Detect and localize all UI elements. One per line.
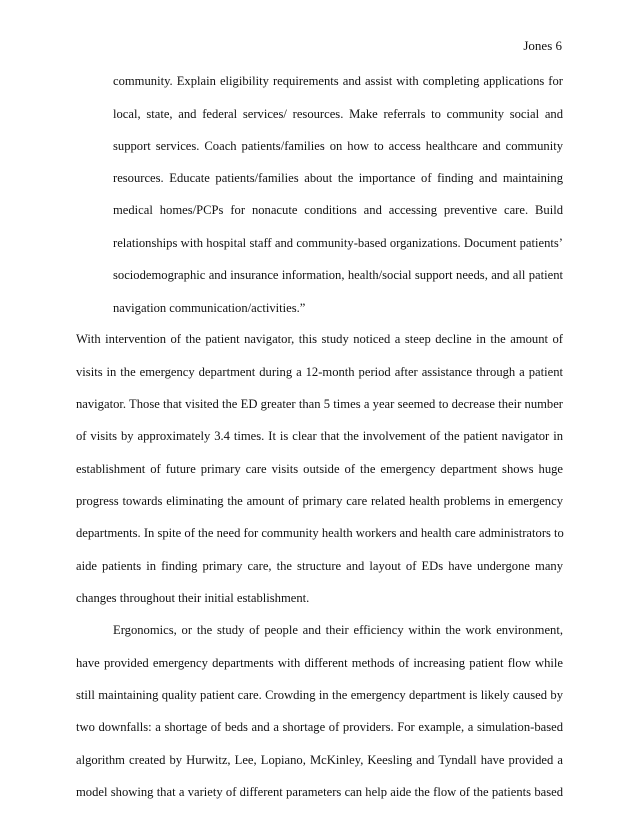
body-line: navigator. Those that visited the ED greater than 5 times a year seemed to decrease their number xyxy=(76,397,563,411)
quote-line: sociodemographic and insurance information, health/social support needs, and all patient xyxy=(113,268,563,282)
quote-line: relationships with hospital staff and community-based organizations. Document patients’ xyxy=(113,236,563,250)
body-line: With intervention of the patient navigator, this study noticed a steep decline in the amount of xyxy=(76,332,563,346)
quote-line: support services. Coach patients/families on how to access healthcare and community xyxy=(113,139,563,153)
quote-line: local, state, and federal services/ resources. Make referrals to community social and xyxy=(113,107,563,121)
body-line: departments. In spite of the need for community health workers and health care administrators to xyxy=(76,526,564,540)
paragraph-first-line: Ergonomics, or the study of people and their efficiency within the work environment, xyxy=(113,623,563,637)
quote-line: medical homes/PCPs for nonacute conditions and accessing preventive care. Build xyxy=(113,203,563,217)
body-line: aide patients in finding primary care, the structure and layout of EDs have undergone many xyxy=(76,559,563,573)
quote-line: resources. Educate patients/families about the importance of finding and maintaining xyxy=(113,171,563,185)
body-line: have provided emergency departments with different methods of increasing patient flow while xyxy=(76,656,563,670)
quote-line: community. Explain eligibility requirements and assist with completing applications for xyxy=(113,74,563,88)
running-head: Jones 6 xyxy=(523,38,562,53)
body-line: algorithm created by Hurwitz, Lee, Lopiano, McKinley, Keesling and Tyndall have provided a xyxy=(76,753,563,767)
body-line: progress towards eliminating the amount of primary care related health problems in emergency xyxy=(76,494,563,508)
body-line: two downfalls: a shortage of beds and a shortage of providers. For example, a simulation-based xyxy=(76,720,563,734)
body-last-line: changes throughout their initial establishment. xyxy=(76,591,310,605)
body-line: still maintaining quality patient care. Crowding in the emergency department is likely caused by xyxy=(76,688,563,702)
body-line: visits in the emergency department during a 12-month period after assistance through a patient xyxy=(76,365,563,379)
body-line: of visits by approximately 3.4 times. It is clear that the involvement of the patient navigator in xyxy=(76,429,563,443)
quote-last-line: navigation communication/activities.” xyxy=(113,301,306,315)
body-line: establishment of future primary care visits outside of the emergency department shows huge xyxy=(76,462,563,476)
body-line: model showing that a variety of different parameters can help aide the flow of the patients based xyxy=(76,785,563,799)
